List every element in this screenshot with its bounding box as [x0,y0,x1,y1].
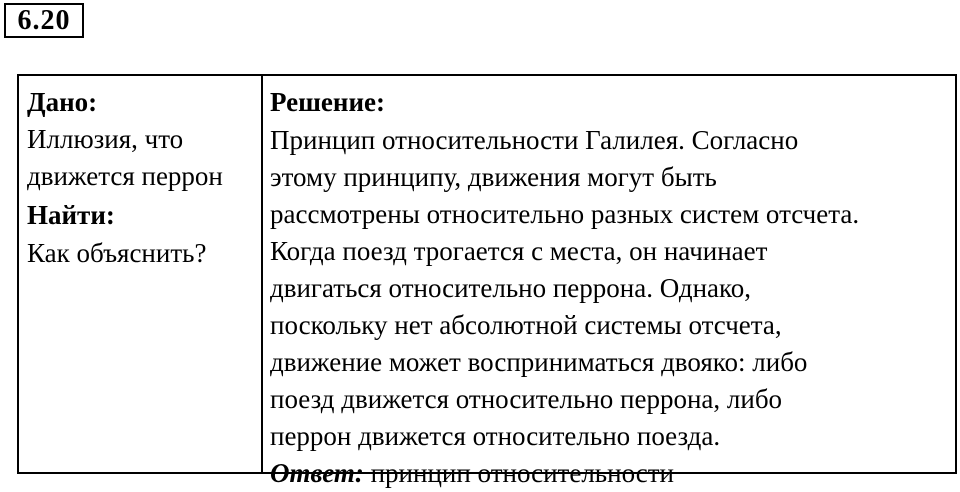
task-table [17,74,957,488]
solution-line: движение может восприниматься двояко: либо [270,347,808,377]
find-text: Как объяснить? [27,238,207,268]
solution-line: поскольку нет абсолютной системы отсчета, [270,310,782,340]
solution-column [263,76,955,488]
given-column [19,76,263,472]
answer-line [270,455,951,492]
solution-line: перрон движется относительно поезда. [270,421,721,451]
solution-line: двигаться относительно перрона. Однако, [270,273,752,303]
solution-line: Когда поезд трогается с места, он начинает [270,236,768,266]
solution-line: рассмотрены относительно разных систем отсчета. [270,199,860,229]
answer-text: принцип относительности [363,458,674,488]
given-header: Дано: [27,87,98,117]
solution-header: Решение: [270,87,385,117]
solution-line: Принцип относительности Галилея. Согласно [270,125,799,155]
problem-number: 6.20 [4,3,84,38]
solution-line: поезд движется относительно перрона, либо [270,384,783,414]
given-text: Иллюзия, что движется перрон [27,124,223,191]
find-header: Найти: [27,200,115,230]
answer-label: Ответ: [270,458,364,488]
solution-line: этому принципу, движения могут быть [270,162,717,192]
